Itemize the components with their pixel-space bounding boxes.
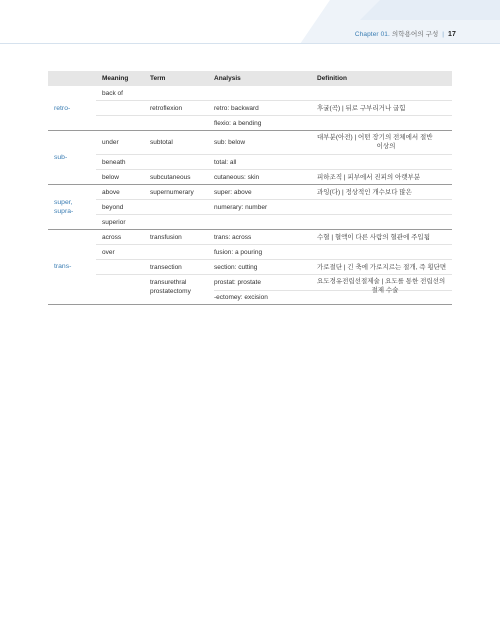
meaning-cell: back of bbox=[102, 90, 123, 97]
table-row bbox=[96, 185, 452, 200]
analysis-cell: prostat: prostate bbox=[214, 279, 261, 286]
table-row bbox=[96, 200, 452, 215]
definition-cell bbox=[317, 133, 455, 151]
divider: | bbox=[442, 31, 445, 38]
term-cell: subcutaneous bbox=[150, 174, 191, 181]
table-row bbox=[96, 116, 452, 131]
analysis-cell: sub: below bbox=[214, 139, 246, 146]
analysis-cell: cutaneous: skin bbox=[214, 174, 260, 181]
term-cell: subtotal bbox=[150, 139, 173, 146]
term-cell: retroflexion bbox=[150, 105, 183, 112]
col-definition: Definition bbox=[317, 75, 347, 82]
prefix-label: retro- bbox=[54, 105, 71, 112]
table-row bbox=[96, 215, 452, 230]
definition-cell: 과잉(다) | 정상적인 개수보다 많은 bbox=[317, 189, 412, 196]
prefix-table bbox=[48, 71, 452, 305]
definition-cell: 피하조직 | 피부에서 진피의 아랫부분 bbox=[317, 174, 421, 181]
meaning-cell: superior bbox=[102, 219, 126, 226]
col-meaning: Meaning bbox=[102, 75, 129, 82]
prefix-label: sub- bbox=[54, 154, 68, 161]
prefix-label bbox=[54, 198, 73, 216]
group-trans bbox=[48, 230, 452, 305]
analysis-cell: trans: across bbox=[214, 234, 252, 241]
col-analysis: Analysis bbox=[214, 75, 241, 82]
meaning-cell: below bbox=[102, 174, 119, 181]
definition-line: 이상의 bbox=[376, 143, 396, 150]
term-cell: transection bbox=[150, 264, 182, 271]
definition-cell: 가로절단 | 긴 축에 가로지르는 절개, 즉 횡단면 bbox=[317, 264, 447, 271]
table-row bbox=[96, 260, 452, 275]
meaning-cell: under bbox=[102, 139, 119, 146]
analysis-cell: fusion: a pouring bbox=[214, 249, 263, 256]
group-retro bbox=[48, 86, 452, 131]
term-line: transurethral bbox=[150, 279, 187, 286]
table-row bbox=[96, 86, 452, 101]
chapter-label: Chapter 01. bbox=[354, 31, 390, 38]
term-cell bbox=[150, 278, 191, 296]
term-cell: transfusion bbox=[150, 234, 182, 241]
chapter-title: 의학용어의 구성 bbox=[391, 31, 439, 38]
col-term: Term bbox=[150, 75, 166, 82]
page-header bbox=[0, 0, 500, 44]
definition-line: 대부분(아전) | 어떤 장기의 전체에서 절반 bbox=[317, 134, 433, 141]
table-row bbox=[96, 101, 452, 116]
page-number: 17 bbox=[448, 31, 456, 38]
definition-line: 절제 수술 bbox=[371, 287, 399, 294]
meaning-cell: beyond bbox=[102, 204, 124, 211]
prefix-line: supra- bbox=[54, 208, 74, 215]
prefix-label: trans- bbox=[54, 263, 72, 270]
analysis-cell: retro: backward bbox=[214, 105, 259, 112]
definition-line: 요도경유전립선절제술 | 요도를 통한 전립선의 bbox=[317, 278, 446, 285]
table-row bbox=[96, 245, 452, 260]
prefix-line: super, bbox=[54, 199, 73, 206]
analysis-cell: -ectomey: excision bbox=[214, 294, 268, 301]
definition-cell: 후굴(곡) | 뒤로 구부리거나 굽힘 bbox=[317, 105, 406, 112]
table-row bbox=[96, 131, 452, 155]
analysis-cell: super: above bbox=[214, 189, 252, 196]
analysis-cell: flexio: a bending bbox=[214, 120, 262, 127]
analysis-cell: section: cutting bbox=[214, 264, 258, 271]
term-cell: supernumerary bbox=[150, 189, 194, 196]
analysis-cell: numerary: number bbox=[214, 204, 268, 211]
definition-cell: 수혈 | 혈액이 다른 사람의 혈관에 주입됨 bbox=[317, 234, 430, 241]
table-row bbox=[96, 155, 452, 170]
meaning-cell: over bbox=[102, 249, 115, 256]
table-row bbox=[96, 170, 452, 185]
meaning-cell: above bbox=[102, 189, 120, 196]
group-sub bbox=[48, 131, 452, 185]
analysis-cell: total: all bbox=[214, 159, 237, 166]
table-header bbox=[48, 71, 452, 86]
running-head bbox=[355, 29, 456, 38]
term-line: prostatectomy bbox=[150, 288, 191, 295]
table-row bbox=[96, 230, 452, 245]
definition-cell bbox=[317, 277, 453, 295]
meaning-cell: across bbox=[102, 234, 122, 241]
group-super bbox=[48, 185, 452, 230]
meaning-cell: beneath bbox=[102, 159, 126, 166]
table-row bbox=[96, 275, 452, 305]
